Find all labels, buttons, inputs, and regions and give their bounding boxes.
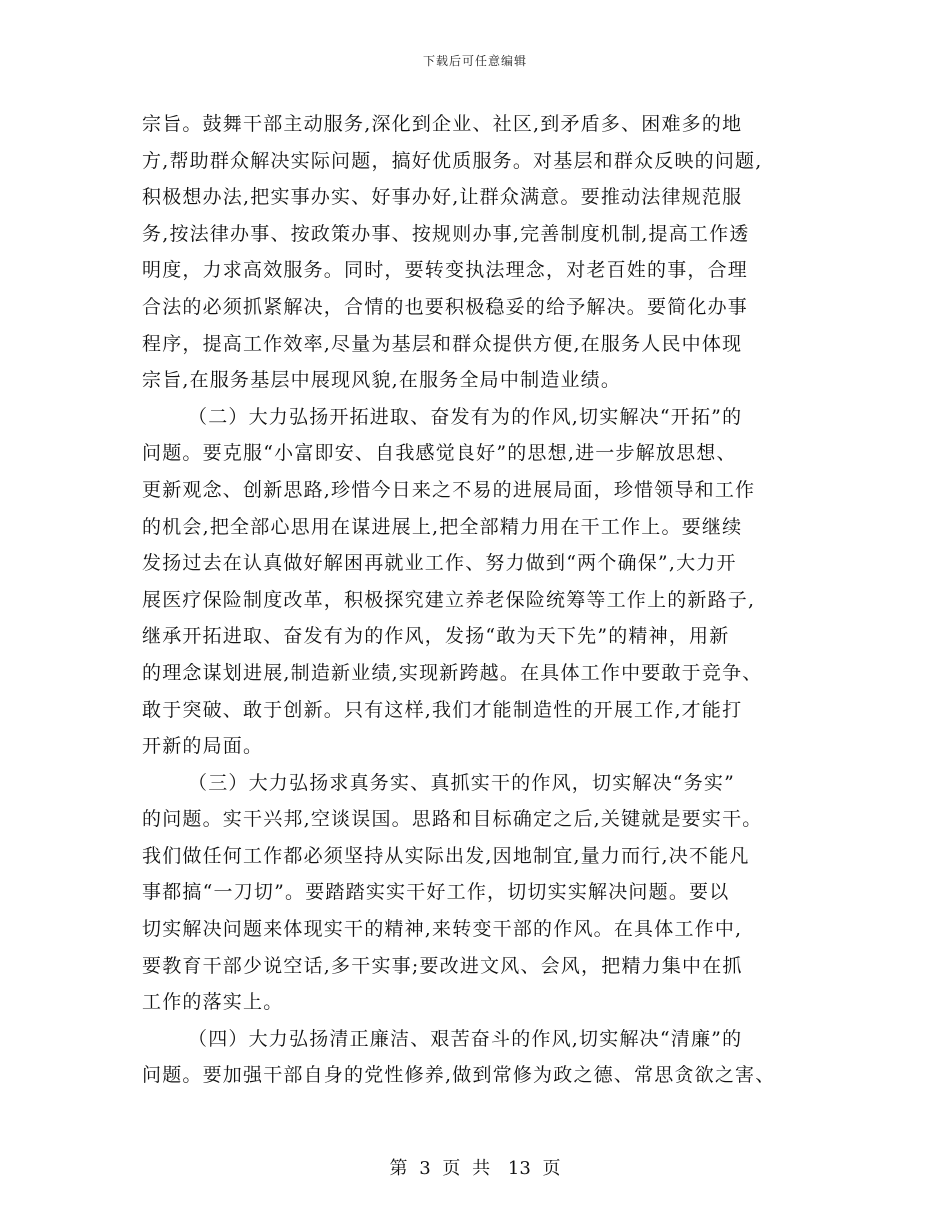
text-line: 宗旨。鼓舞干部主动服务,深化到企业、社区,到矛盾多、困难多的地 xyxy=(142,113,743,135)
text-line: 事都搞“一刀切”。要踏踏实实干好工作，切切实实解决问题。要以 xyxy=(142,881,730,904)
text-line: 合法的必须抓紧解决，合情的也要积极稳妥的给予解决。要简化办事 xyxy=(142,295,749,318)
page-footer xyxy=(0,1154,950,1180)
text-line: 宗旨,在服务基层中展现风貌,在服务全局中制造业绩。 xyxy=(142,369,622,392)
text-line: 的理念谋划进展,制造新业绩,实现新跨越。在具体工作中要敢于竞争、 xyxy=(142,661,763,684)
text-line: 的机会,把全部心思用在谋进展上,把全部精力用在干工作上。要继续 xyxy=(142,515,743,538)
text-line: 继承开拓进取、奋发有为的作风，发扬“敢为天下先”的精神，用新 xyxy=(142,625,730,648)
text-line: 程序，提高工作效率,尽量为基层和群众提供方便,在服务人民中体现 xyxy=(142,332,743,355)
paragraph-start-line: （二）大力弘扬开拓进取、奋发有为的作风,切实解决“开拓”的 xyxy=(188,405,743,428)
text-line: 敢于突破、敢于创新。只有这样,我们才能制造性的开展工作,才能打 xyxy=(142,698,743,721)
text-line: 我们做任何工作都必须坚持从实际出发,因地制宜,量力而行,决不能凡 xyxy=(142,844,750,867)
footer-page-word: 页 xyxy=(442,1158,461,1179)
text-line: 问题。要克服“小富即安、自我感觉良好”的思想,进一步解放思想、 xyxy=(142,442,737,465)
text-line: 发扬过去在认真做好解困再就业工作、努力做到“两个确保”,大力开 xyxy=(142,552,737,575)
paragraph-start-line: （三）大力弘扬求真务实、真抓实干的作风，切实解决“务实” xyxy=(188,771,736,794)
text-line: 问题。要加强干部自身的党性修养,做到常修为政之德、常思贪欲之害、 xyxy=(142,1064,776,1087)
paragraph-start-line: （四）大力弘扬清正廉洁、艰苦奋斗的作风,切实解决“清廉”的 xyxy=(188,1027,743,1050)
text-line: 的问题。实干兴邦,空谈误国。思路和目标确定之后,关键就是要实干。 xyxy=(142,808,763,831)
footer-total-word: 共 xyxy=(472,1158,491,1179)
page-header: 下载后可任意编辑 xyxy=(422,54,527,68)
current-page-number: 3 xyxy=(419,1158,431,1179)
document-body xyxy=(142,106,822,1094)
footer-prefix: 第 xyxy=(389,1158,408,1179)
text-line: 工作的落实上。 xyxy=(142,991,284,1014)
text-line: 要教育干部少说空话,多干实事;要改进文风、会风，把精力集中在抓 xyxy=(142,954,743,977)
total-pages-number: 13 xyxy=(507,1158,531,1179)
text-line: 更新观念、创新思路,珍惜今日来之不易的进展局面，珍惜领导和工作 xyxy=(142,478,756,501)
text-line: 切实解决问题来体现实干的精神,来转变干部的作风。在具体工作中, xyxy=(142,918,743,941)
footer-suffix: 页 xyxy=(542,1158,561,1179)
text-line: 明度，力求高效服务。同时，要转变执法理念，对老百姓的事，合理 xyxy=(142,259,749,282)
text-line: 开新的局面。 xyxy=(142,735,264,758)
text-line: 展医疗保险制度改革，积极探究建立养老保险统筹等工作上的新路子, xyxy=(142,588,756,611)
text-line: 积极想办法,把实事办实、好事办好,让群众满意。要推动法律规范服 xyxy=(142,186,743,209)
text-line: 方,帮助群众解决实际问题，搞好优质服务。对基层和群众反映的问题, xyxy=(142,149,763,172)
text-line: 务,按法律办事、按政策办事、按规则办事,完善制度机制,提高工作透 xyxy=(142,222,750,245)
